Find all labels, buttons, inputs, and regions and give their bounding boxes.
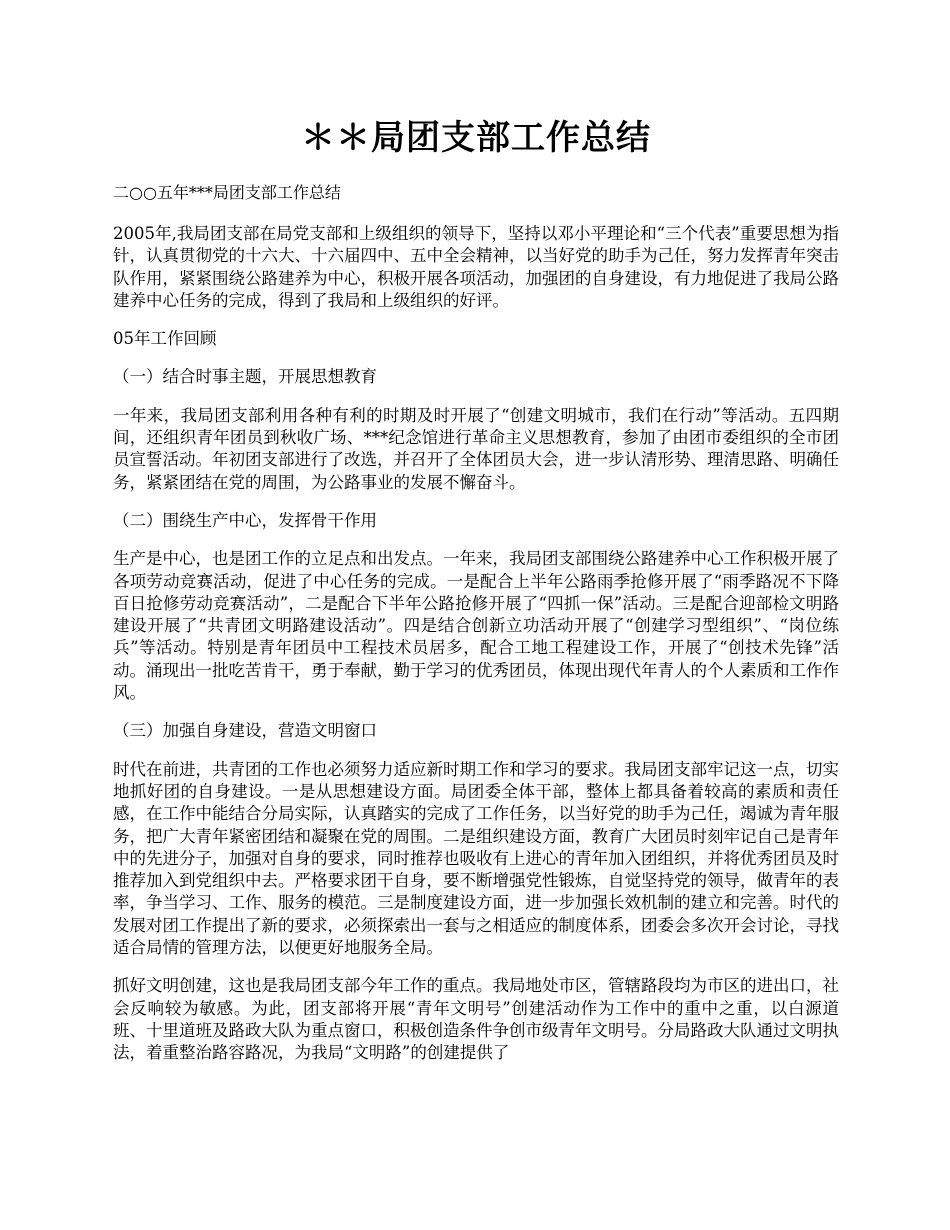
section3-paragraph-2: 抓好文明创建，这也是我局团支部今年工作的重点。我局地处市区，管辖路段均为市区的进出口，社会反响较为敏感。为此，团支部将开展“青年文明号”创建活动作为工作中的重中之重，以白源道班、十里道班及路政大队为重点窗口，积极创造条件争创市级青年文明号。分局路政大队通过文明执法，着重整治路容路况，为我局“文明路”的创建提供了 (113, 976, 839, 1063)
section2-paragraph: 生产是中心，也是团工作的立足点和出发点。一年来，我局团支部围绕公路建养中心工作积极开展了各项劳动竞赛活动，促进了中心任务的完成。一是配合上半年公路雨季抢修开展了“雨季路况不下降百日抢修劳动竞赛活动”，二是配合下半年公路抢修开展了“四抓一保”活动。三是配合迎部检文明路建设开展了“共青团文明路建设活动”。四是结合创新立功活动开展了“创建学习型组织”、“岗位练兵”等活动。特别是青年团员中工程技术员居多，配合工地工程建设工作，开展了“创技术先锋”活动。涌现出一批吃苦肯干，勇于奉献，勤于学习的优秀团员，体现出现代年青人的个人素质和工作作风。 (113, 549, 839, 703)
section1-paragraph: 一年来，我局团支部利用各种有利的时期及时开展了“创建文明城市，我们在行动”等活动。五四期间，还组织青年团员到秋收广场、***纪念馆进行革命主义思想教育，参加了由团市委组织的全市团员宣誓活动。年初团支部进行了改选，并召开了全体团员大会，进一步认清形势、理清思路、明确任务，紧紧团结在党的周围，为公路事业的发展不懈奋斗。 (113, 405, 839, 492)
page-title: ＊＊局团支部工作总结 (301, 118, 651, 158)
section3-paragraph: 时代在前进，共青团的工作也必须努力适应新时期工作和学习的要求。我局团支部牢记这一点，切实地抓好团的自身建设。一是从思想建设方面。局团委全体干部，整体上都具备着较高的素质和责任感，在工作中能结合分局实际，认真踏实的完成了工作任务，以当好党的助手为己任，竭诚为青年服务，把广大青年紧密团结和凝聚在党的周围。二是组织建设方面，教育广大团员时刻牢记自己是青年中的先进分子，加强对自身的要求，同时推荐也吸收有上进心的青年加入团组织，并将优秀团员及时推荐加入到党组织中去。严格要求团干自身，要不断增强党性锻炼，自觉坚持党的领导，做青年的表率，争当学习、工作、服务的模范。三是制度建设方面，进一步加强长效机制的建立和完善。时代的发展对团工作提出了新的要求，必须探索出一套与之相适应的制度体系，团委会多次开会讨论，寻找适合局情的管理方法，以便更好地服务全局。 (113, 759, 839, 958)
intro-paragraph: 2005年,我局团支部在局党支部和上级组织的领导下，坚持以邓小平理论和“三个代表”重要思想为指针，认真贯彻党的十六大、十六届四中、五中全会精神，以当好党的助手为己任，努力发挥青年突击队作用，紧紧围绕公路建养为中心，积极开展各项活动，加强团的自身建设，有力地促进了我局公路建养中心任务的完成，得到了我局和上级组织的好评。 (113, 224, 839, 310)
review-heading: 05年工作回顾 (113, 329, 217, 349)
document-page (113, 110, 839, 1081)
section3-heading: （三）加强自身建设，营造文明窗口 (113, 721, 377, 741)
section1-heading: （一）结合时事主题，开展思想教育 (113, 367, 377, 387)
document-subtitle: 二○○五年***局团支部工作总结 (113, 183, 341, 202)
section2-heading: （二）围绕生产中心，发挥骨干作用 (113, 510, 377, 530)
